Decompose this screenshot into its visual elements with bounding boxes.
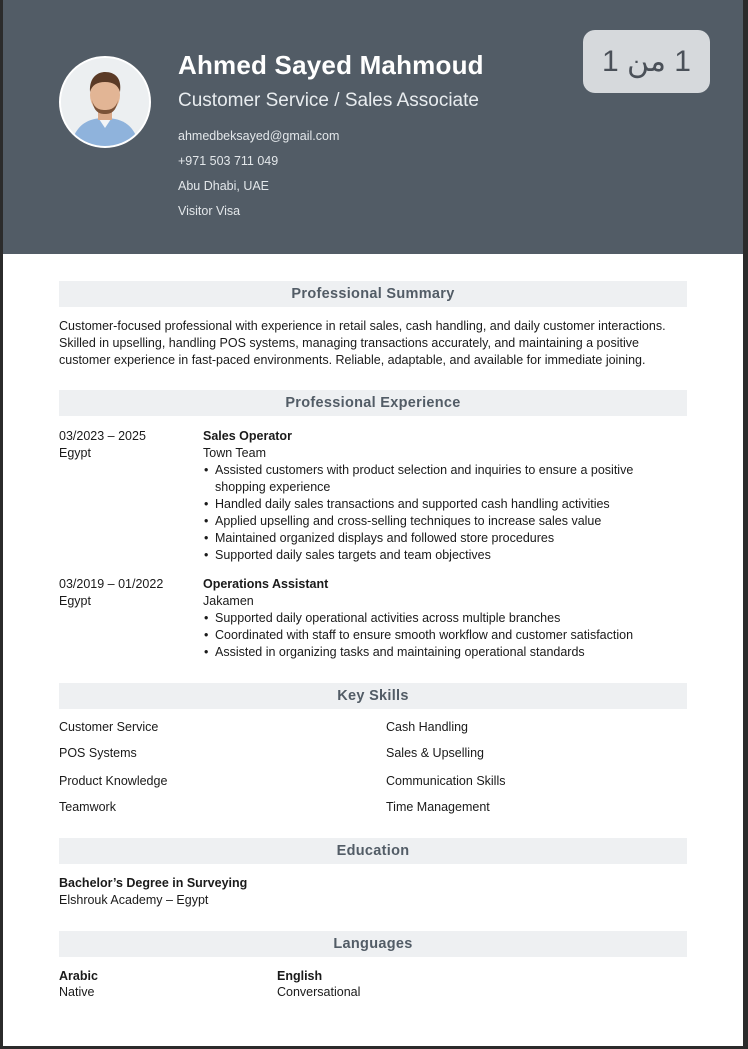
phone-text: +971 503 711 049 [178, 154, 279, 168]
languages-heading: Languages [59, 931, 687, 957]
skill-item: Communication Skills [386, 774, 506, 788]
page-indicator: 1 من 1 [583, 30, 710, 93]
job-dates: 03/2019 – 01/2022 [59, 577, 164, 591]
job-bullet: • Assisted in organizing tasks and maintaining operational standards [203, 644, 683, 661]
language-level: Conversational [277, 985, 361, 999]
education-heading: Education [59, 838, 687, 864]
job-bullet: • Supported daily sales targets and team objectives [203, 547, 683, 564]
candidate-role: Customer Service / Sales Associate [178, 90, 479, 111]
location-text: Abu Dhabi, UAE [178, 179, 270, 193]
job-bullet: • Applied upselling and cross-selling techniques to increase sales value [203, 513, 683, 530]
job-bullet: • Handled daily sales transactions and supported cash handling activities [203, 496, 683, 513]
person-portrait-icon [61, 58, 149, 146]
job-bullet-list [203, 462, 683, 564]
visa-status: Visitor Visa [178, 204, 241, 218]
skill-item: Time Management [386, 800, 490, 814]
language-name: English [277, 969, 323, 983]
header-banner [3, 0, 743, 254]
resume-page [3, 0, 743, 1046]
language-level: Native [59, 985, 95, 999]
job-title: Operations Assistant [203, 577, 329, 591]
summary-text: Customer-focused professional with experience in retail sales, cash handling, and daily customer interactions. Skilled in upselling, handling POS systems, managing transactions accurately, and maintaining a positive customer experience in fast-paced environments. Reliable, adaptable, and available for immediate joining. [59, 319, 666, 367]
job-bullet-list [203, 610, 683, 661]
job-company: Jakamen [203, 594, 254, 608]
profile-photo [59, 56, 151, 148]
email-text: ahmedbeksayed@gmail.com [178, 129, 340, 143]
job-title: Sales Operator [203, 429, 292, 443]
skill-item: Customer Service [59, 720, 159, 734]
job-country: Egypt [59, 594, 91, 608]
job-bullet: • Maintained organized displays and followed store procedures [203, 530, 683, 547]
experience-heading: Professional Experience [59, 390, 687, 416]
skill-item: Sales & Upselling [386, 746, 484, 760]
language-name: Arabic [59, 969, 98, 983]
job-bullet: • Supported daily operational activities across multiple branches [203, 610, 683, 627]
job-bullet: • Coordinated with staff to ensure smooth workflow and customer satisfaction [203, 627, 683, 644]
skill-item: POS Systems [59, 746, 137, 760]
skill-item: Product Knowledge [59, 774, 168, 788]
degree-title: Bachelor’s Degree in Surveying [59, 876, 248, 890]
candidate-name: Ahmed Sayed Mahmoud [178, 50, 484, 80]
job-company: Town Team [203, 446, 266, 460]
summary-heading: Professional Summary [59, 281, 687, 307]
institution-name: Elshrouk Academy – Egypt [59, 893, 209, 907]
job-bullet: • Assisted customers with product selection and inquiries to ensure a positive shopping experience [203, 462, 683, 496]
job-dates: 03/2023 – 2025 [59, 429, 146, 443]
job-country: Egypt [59, 446, 91, 460]
skill-item: Cash Handling [386, 720, 468, 734]
skills-heading: Key Skills [59, 683, 687, 709]
skill-item: Teamwork [59, 800, 116, 814]
